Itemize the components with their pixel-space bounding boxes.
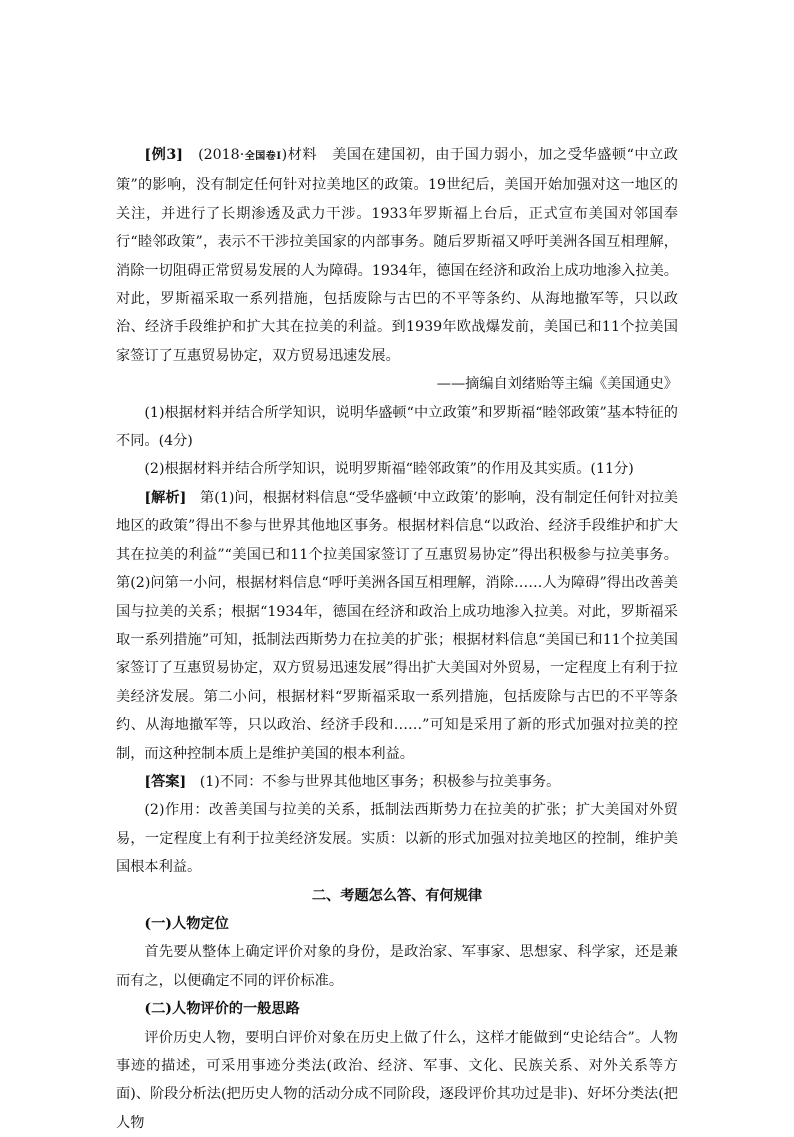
analysis-paragraph — [116, 484, 678, 768]
section-heading: 二、考题怎么答、有何规律 — [311, 887, 483, 904]
question-1: (1)根据材料并结合所学知识，说明华盛顿“中立政策”和罗斯福“睦邻政策”基本特征的不同。(4分) — [116, 404, 678, 450]
material-label: )材料 — [281, 147, 318, 163]
answer-label: [答案] — [144, 773, 187, 790]
subsection-1-title: (一)人物定位 — [144, 915, 229, 932]
answer-1-text: (1)不同：不参与世界其他地区事务；积极参与拉美事务。 — [199, 773, 561, 790]
answer-paragraph-1 — [116, 768, 678, 796]
subsection-1-text: 首先要从整体上确定评价对象的身份，是政治家、军事家、思想家、科学家，还是兼而有之，以便确定不同的评价标准。 — [116, 944, 678, 989]
analysis-text: 第(1)问，根据材料信息“受华盛顿‘中立政策’的影响，没有制定任何针对拉美地区的政策”得出不参与世界其他地区事务。根据材料信息“以政治、经济手段维护和扩大其在拉美的利益”“美国已和11个拉美国家签订了互惠贸易协定”得出积极参与拉美事务。第(2)问第一小问，根据材料信息“呼吁美洲各国互相理解，消除……人为障碍”得出改善美国与拉美的关系；根据“1934年，德国在经济和政治上成功地渗入拉美。对此，罗斯福采取一系列措施”可知，抵制法西斯势力在拉美的扩张；根据材料信息“美国已和11个拉美国家签订了互惠贸易协定，双方贸易迅速发展”得出扩大美国对外贸易，一定程度上有利于拉美经济发展。第二小问，根据材料“罗斯福采取一系列措施，包括废除与古巴的不平等条约、从海地撤军等，只以政治、经济手段和……”可知是采用了新的形式加强对拉美的控制，而这种控制本质上是维护美国的根本利益。 — [116, 489, 678, 762]
example-material-paragraph — [116, 141, 678, 370]
subsection-2-title: (二)人物评价的一般思路 — [144, 1001, 300, 1018]
subsection-2-text: 评价历史人物，要明白评价对象在历史上做了什么，这样才能做到“史论结合”。人物事迹的描述，可采用事迹分类法(政治、经济、军事、文化、民族关系、对外关系等方面)、阶段分析法(把历史人物的活动分成不同阶段，逐段评价其功过是非)、好坏分类法(把人物 — [116, 1029, 678, 1131]
document-page — [116, 141, 678, 1137]
question-2: (2)根据材料并结合所学知识，说明罗斯福“睦邻政策”的作用及其实质。(11分) — [144, 461, 634, 478]
material-text: 美国在建国初，由于国力弱小，加之受华盛顿“中立政策”的影响，没有制定任何针对拉美地区的政策。19世纪后，美国开始加强对这一地区的关注，并进行了长期渗透及武力干涉。1933年罗斯福上台后，正式宣布美国对邻国奉行“睦邻政策”，表示不干涉拉美国家的内部事务。随后罗斯福又呼吁美洲各国互相理解，消除一切阻碍正常贸易发展的人为障碍。1934年，德国在经济和政治上成功地渗入拉美。对此，罗斯福采取一系列措施，包括废除与古巴的不平等条约、从海地撤军等，只以政治、经济手段维护和扩大其在拉美的利益。到1939年欧战爆发前，美国已和11个拉美国家签订了互惠贸易协定，双方贸易迅速发展。 — [116, 147, 678, 364]
example-year: (2018· — [198, 147, 245, 163]
example-label: [例3] — [144, 147, 183, 163]
answer-paragraph-2: (2)作用：改善美国与拉美的关系，抵制法西斯势力在拉美的扩张；扩大美国对外贸易，一定程度上有利于拉美经济发展。实质：以新的形式加强对拉美地区的控制，维护美国根本利益。 — [116, 802, 678, 876]
analysis-label: [解析] — [144, 489, 187, 506]
exam-tag: 全国卷Ⅰ — [244, 151, 282, 162]
material-source: ——摘编自刘绪贻等主编《美国通史》 — [436, 376, 678, 393]
